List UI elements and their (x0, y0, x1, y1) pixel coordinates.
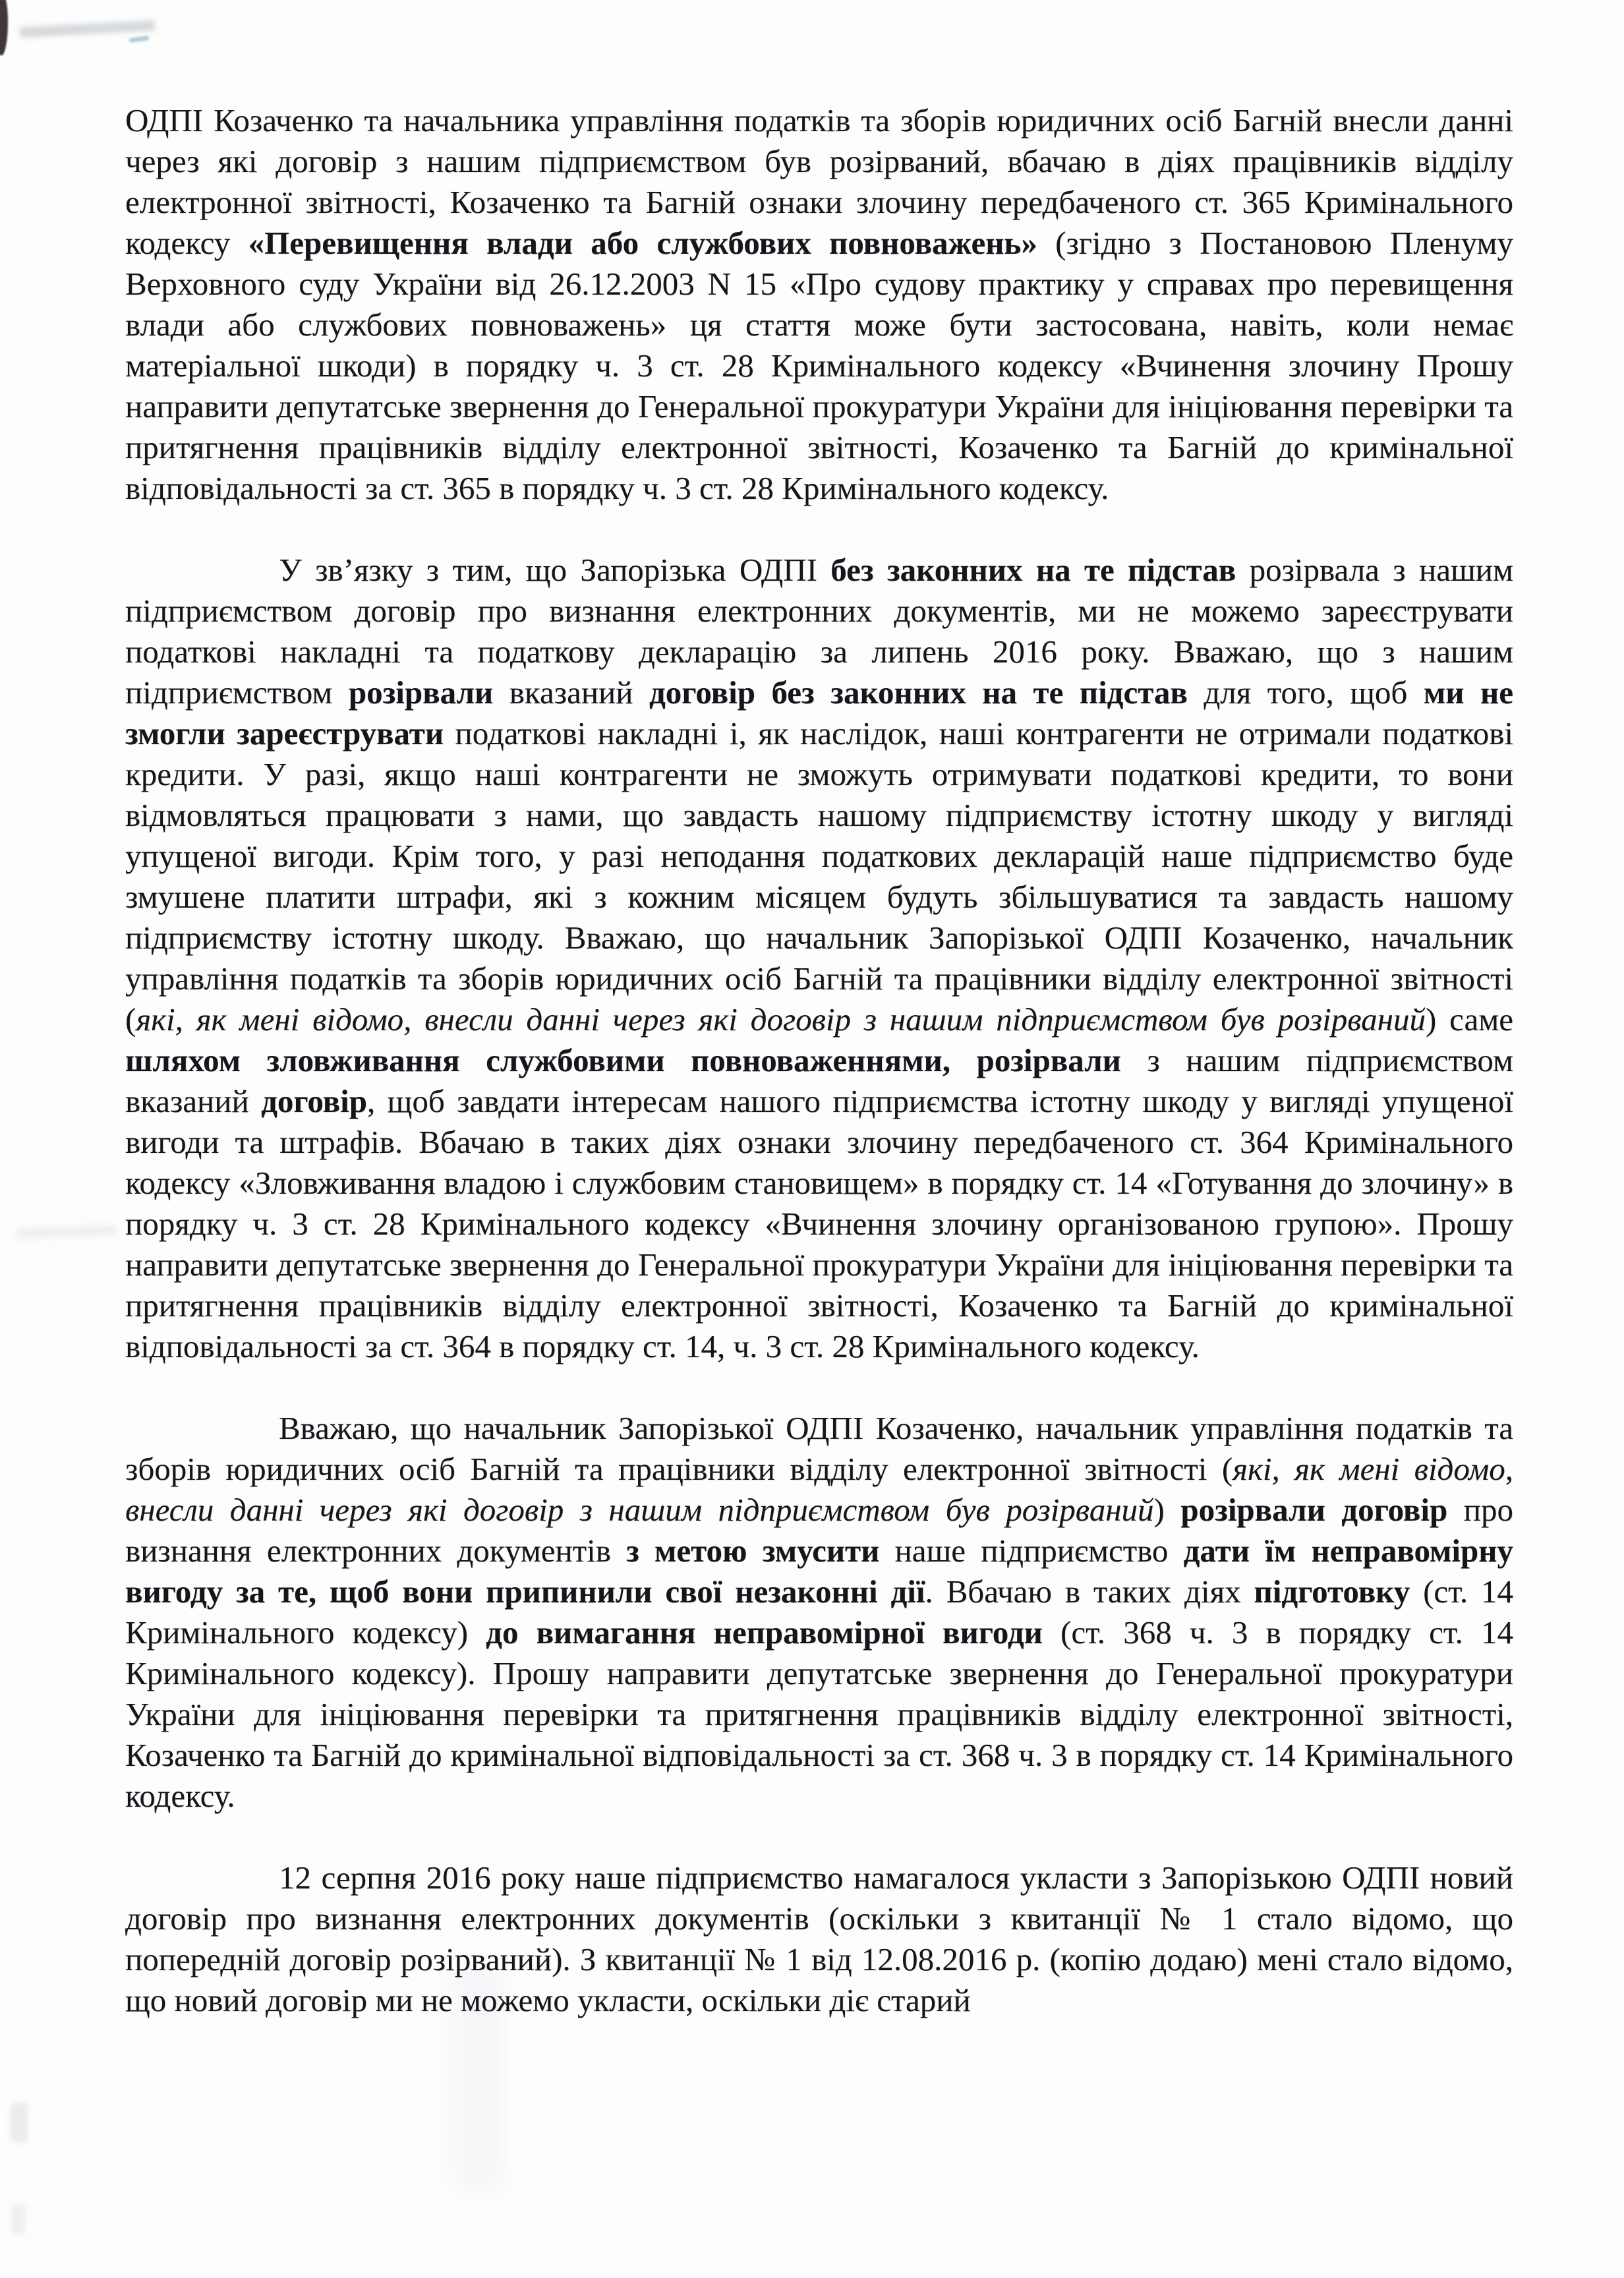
text-run: з метою змусити (626, 1533, 880, 1569)
paragraph (125, 1408, 1513, 1817)
text-run: У зв’язку з тим, що Запорізька ОДПІ (279, 552, 831, 588)
text-run: Вважаю, що начальник Запорізької ОДПІ Козаченко, начальник управління податків та зборів юридичних осіб Багній та працівники відділу електронної звітності ( (125, 1410, 1513, 1487)
text-run: податкові накладні і, як наслідок, наші контрагенти не отримали податкові кредити. У разі, якщо наші контрагенти не зможуть отримувати податкові кредити, то вони відмовляться працювати з нами, що завдасть нашому підприємству істотну шкоду у вигляді упущеної вигоди. Крім того, у разі неподання податкових декларацій наше підприємство буде змушене платити штрафи, які з кожним місяцем будуть збільшуватися та завдасть нашому підприємству істотну шкоду. Вважаю, що начальник Запорізької ОДПІ Козаченко, начальник управління податків та зборів юридичних осіб Багній та працівники відділу електронної звітності ( (125, 715, 1513, 1037)
text-run: , щоб завдати інтересам нашого підприємства істотну шкоду у вигляді упущеної вигоди та штрафів. Вбачаю в таких діях ознаки злочину передбаченого ст. 364 Кримінального кодексу «Зловживання владою і службовим становищем» в порядку ст. 14 «Готування до злочину» в порядку ч. 3 ст. 28 Кримінального кодексу «Вчинення злочину організованою групою». Прошу направити депутатське звернення до Генеральної прокуратури України для ініціювання перевірки та притягнення працівників відділу електронної звітності, Козаченко та Багній до кримінальної відповідальності за ст. 364 в порядку ст. 14, ч. 3 ст. 28 Кримінального кодексу. (125, 1083, 1513, 1364)
text-run: (ст. 14 Кримінального кодексу) (125, 1573, 1514, 1650)
text-run: ОДПІ Козаченко та начальника управління податків та зборів юридичних осіб Багній внесли данні через які договір з нашим підприємством був розірваний, вбачаю в діях працівників відділу електронної звітності, Козаченко та Багній ознаки злочину передбаченого ст. 365 Кримінального кодексу (125, 102, 1513, 261)
text-run: дати їм неправомірну вигоду за те, щоб вони припинили свої незаконні дії (125, 1533, 1513, 1610)
document-body (125, 100, 1513, 2021)
text-run: розірвали (348, 674, 494, 711)
text-run: (згідно з Постановою Пленуму Верховного суду України від 26.12.2003 N 15 «Про судову практику у справах про перевищення влади або службових повноважень» ця стаття може бути застосована, навіть, коли немає матеріальної шкоди) в порядку ч. 3 ст. 28 Кримінального кодексу «Вчинення злочину Прошу направити депутатське звернення до Генеральної прокуратури України для ініціювання перевірки та притягнення працівників відділу електронної звітності, Козаченко та Багній до кримінальної відповідальності за ст. 365 в порядку ч. 3 ст. 28 Кримінального кодексу. (125, 225, 1514, 506)
text-run: розірвала з нашим підприємством договір про визнання електронних документів, ми не можемо зареєструвати податкові накладні та податкову декларацію за липень 2016 року. Вважаю, що з нашим підприємством (125, 552, 1513, 711)
text-run: ) саме (1425, 1001, 1514, 1037)
text-run: підготовку (1254, 1573, 1410, 1610)
text-run: «Перевищення влади або службових повноважень» (248, 225, 1037, 261)
text-run: ) (1153, 1492, 1181, 1528)
text-run: до вимагання неправомірної вигоди (486, 1614, 1043, 1650)
paragraph (125, 1857, 1513, 2021)
text-run: для того, щоб (1187, 674, 1424, 711)
text-run: які, як мені відомо, внесли данні через які договір з нашим підприємством був розірваний (125, 1451, 1514, 1528)
text-run: які, як мені відомо, внесли данні через які договір з нашим підприємством був розірваний (136, 1001, 1426, 1037)
text-run: 12 серпня 2016 року наше підприємство намагалося укласти з Запорізькою ОДПІ новий договір про визнання електронних документів (оскільки з квитанції № 1 стало відомо, що попередній договір розірваний). З квитанції № 1 від 12.08.2016 р. (копію додаю) мені стало відомо, що новий договір ми не можемо укласти, оскільки діє старий (125, 1859, 1513, 2018)
scan-smudge-bottom-1 (11, 2103, 28, 2142)
text-run: договір (261, 1083, 368, 1119)
text-run: без законних на те підстав (830, 552, 1236, 588)
text-run: про визнання електронних документів (125, 1492, 1513, 1569)
scan-smudge-middle (17, 1225, 116, 1238)
paragraph (125, 550, 1513, 1367)
scan-mark-blue (129, 36, 150, 43)
scan-edge-streak (0, 0, 9, 55)
paragraph (125, 100, 1513, 509)
scan-smudge-bottom-2 (12, 2205, 25, 2234)
text-run: (ст. 368 ч. 3 в порядку ст. 14 Кримінального кодексу). Прошу направити депутатське звернення до Генеральної прокуратури України для ініціювання перевірки та притягнення працівників відділу електронної звітності, Козаченко та Багній до кримінальної відповідальності за ст. 368 ч. 3 в порядку ст. 14 Кримінального кодексу. (125, 1614, 1514, 1814)
scan-smudge-top (20, 20, 156, 38)
text-run: з нашим підприємством вказаний (125, 1042, 1513, 1119)
text-run: шляхом зловживання службовими повноваженнями, розірвали (125, 1042, 1121, 1078)
text-run: наше підприємство (879, 1533, 1184, 1569)
text-run: договір без законних на те підстав (649, 674, 1188, 711)
text-run: . Вбачаю в таких діях (925, 1573, 1254, 1610)
text-run: вказаний (493, 674, 650, 711)
text-run: розірвали договір (1180, 1492, 1448, 1528)
text-run: ми не змогли зареєструвати (125, 674, 1513, 751)
